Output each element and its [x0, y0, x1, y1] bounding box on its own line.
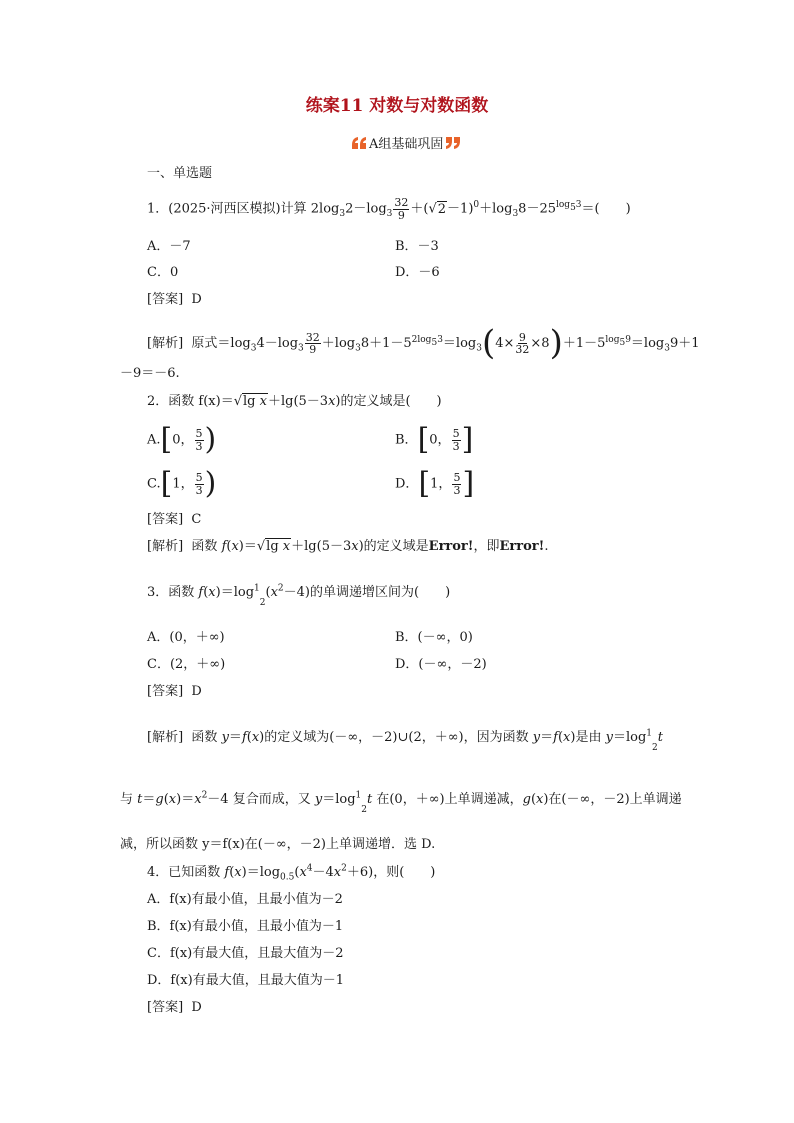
q1-stem-text: 1．(2025·河西区模拟)计算 2log — [147, 201, 340, 217]
q2-option-b: B．[0， $\frac{5}{3}$ ] — [395, 422, 474, 458]
option-letter: C. — [147, 476, 161, 492]
close-quote-icon — [443, 135, 462, 151]
q2-option-a: A.[0， $\frac{5}{3}$ ) — [147, 422, 217, 458]
group-badge-label: A组基础巩固 — [369, 137, 444, 152]
q3-answer — [147, 685, 202, 698]
answer-value: D — [191, 684, 202, 699]
error-text: Error! — [428, 539, 474, 554]
q3-analysis-cont: 与 $t=g(x)=x^2-4$ 复合而成，又 $y=\log^1_2t$ 在(0，＋∞)上单调递减，g(x)在(－∞，－2)上单调递 — [120, 790, 682, 815]
q4-answer — [147, 1001, 202, 1014]
option-letter: D． — [395, 476, 419, 492]
page-title: 练案11 对数与对数函数 — [305, 96, 489, 116]
q2-stem: 2．函数 f(x)＝√lg x＋lg(5－3x)的定义域是( ) — [147, 394, 442, 409]
q1-option-c: C．0 — [147, 265, 179, 280]
answer-label: [答案] — [147, 1000, 184, 1015]
q1-option-a: A．－7 — [147, 239, 191, 254]
q3-option-b: B．(－∞，0) — [395, 630, 473, 645]
q4-option-d: D．f(x)有最大值，且最大值为－1 — [147, 973, 344, 988]
q3-option-d: D．(－∞，－2) — [395, 657, 487, 672]
q1-answer — [147, 293, 202, 306]
group-badge — [350, 133, 462, 152]
answer-label: [答案] — [147, 684, 184, 699]
q3-option-a: A．(0，＋∞) — [147, 630, 225, 645]
q2-answer — [147, 513, 201, 526]
q4-stem-suffix: ，则( ) — [373, 865, 436, 880]
q4-option-b: B．f(x)有最小值，且最小值为－1 — [147, 919, 344, 934]
section-heading: 一、单选题 — [147, 166, 213, 181]
q4-option-a: A．f(x)有最小值，且最小值为－2 — [147, 892, 343, 907]
option-letter: B． — [395, 432, 418, 448]
q3-stem: 3．函数 $f(x)=\log^1_2(x^2-4)$的单调递增区间为( ) — [147, 583, 451, 608]
q2-analysis: [解析] 函数 f(x)＝√lg x＋lg(5－3x)的定义域是Error!，即Error!. — [147, 539, 549, 554]
q3-analysis-end: 减，所以函数 y＝f(x)在(－∞，－2)上单调递增．选 D. — [120, 837, 436, 852]
answer-value: D — [191, 1000, 202, 1015]
q3-analysis: [解析] 函数 y＝f(x)的定义域为(－∞，－2)∪(2，＋∞)，因为函数 y＝f(x)是由 $y=\log^1_2t$ — [147, 728, 663, 753]
analysis-label: [解析] — [147, 730, 184, 745]
q2-stem-text: 2．函数 f(x)＝ — [147, 394, 234, 409]
analysis-label: [解析] — [147, 539, 184, 554]
answer-value: C — [191, 512, 202, 527]
open-quote-icon — [350, 135, 369, 151]
q1-analysis: [解析] 原式$=\log_34-\log_3$ $\frac{32}{9}$ $+\log_38+1-5^{2log_53}=\log_3(4\times$ $\frac{9}{32}$ $\times 8)+1-5^{log_59}=\log_39+1$ — [147, 323, 700, 363]
q1-analysis-cont: －9＝－6. — [120, 366, 180, 381]
answer-label: [答案] — [147, 512, 184, 527]
analysis-label: [解析] — [147, 336, 184, 352]
q2-option-d: D．[1， $\frac{5}{3}$ ] — [395, 466, 475, 502]
q4-stem: 4．已知函数 $f(x)=\log_{0.5}(x^4-4x^2+6)$，则( ) — [147, 863, 436, 883]
q4-option-c: C．f(x)有最大值，且最大值为－2 — [147, 946, 344, 961]
q1-stem: 1．(2025·河西区模拟)计算 $2\log_32-\log_3$ $\frac{32}{9}$ $+(√2-1)^0+\log_38-25^{log_53}=$( ) — [147, 196, 631, 222]
error-text: Error! — [499, 539, 545, 554]
answer-value: D — [191, 292, 202, 307]
q3-option-c: C．(2，＋∞) — [147, 657, 226, 672]
q2-option-c: C.[1， $\frac{5}{3}$ ) — [147, 466, 217, 502]
q1-option-b: B．－3 — [395, 239, 439, 254]
answer-label: [答案] — [147, 292, 184, 307]
q1-option-d: D．－6 — [395, 265, 440, 280]
option-letter: A. — [147, 432, 161, 448]
